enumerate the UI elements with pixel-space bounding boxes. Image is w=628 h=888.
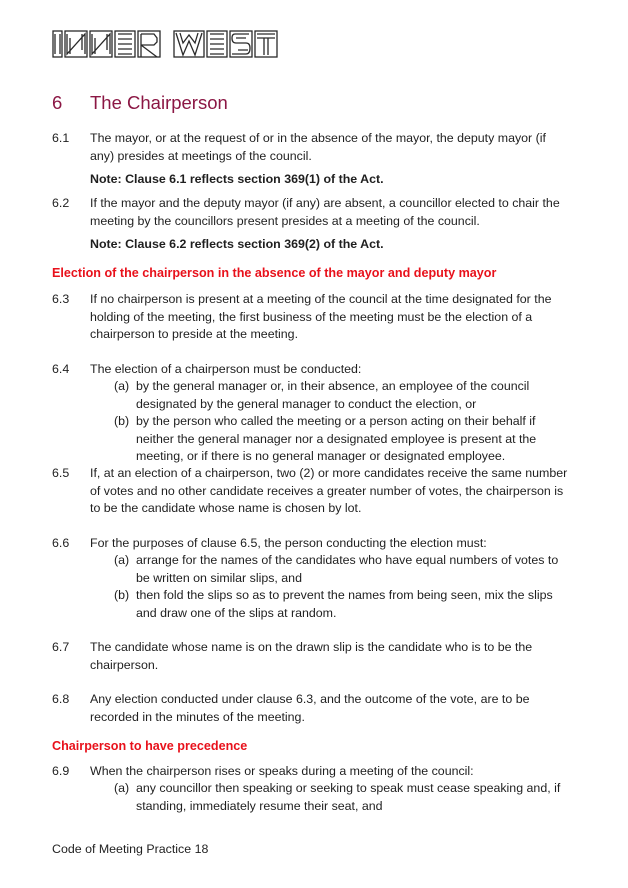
clause-text: Any election conducted under clause 6.3, and the outcome of the vote, are to be recorded in the minutes of the meeting.: [90, 692, 530, 724]
clause-text: When the chairperson rises or speaks during a meeting of the council:: [90, 764, 474, 778]
section-number: 6: [52, 92, 63, 113]
section-title: [52, 92, 228, 114]
clause-number: 6.8: [52, 692, 70, 706]
clause-text: For the purposes of clause 6.5, the person conducting the election must:: [90, 536, 487, 550]
clause-6-6-item-b: [114, 587, 572, 622]
clause-6-2-note: Note: Clause 6.2 reflects section 369(2) of the Act.: [90, 237, 384, 251]
clause-number: 6.3: [52, 292, 70, 306]
item-text: then fold the slips so as to prevent the names from being seen, mix the slips and draw one of the slips at random.: [136, 588, 553, 620]
clause-6-3: [52, 291, 572, 344]
item-label: (b): [114, 414, 130, 428]
clause-6-9: [52, 763, 572, 781]
section-title-text: The Chairperson: [90, 92, 228, 113]
clause-text: If no chairperson is present at a meeting of the council at the time designated for the holding of the meeting, the first business of the meeting must be the election of a chairperson to preside at the meeting.: [90, 292, 552, 341]
clause-number: 6.5: [52, 466, 70, 480]
clause-6-2: [52, 195, 572, 230]
inner-west-logo: [52, 28, 292, 60]
item-text: arrange for the names of the candidates who have equal numbers of votes to be written on similar slips, and: [136, 553, 559, 585]
item-label: (a): [114, 379, 130, 393]
clause-text: The mayor, or at the request of or in the absence of the mayor, the deputy mayor (if any) presides at meetings of the council.: [90, 131, 546, 163]
clause-6-4-item-b: [114, 413, 572, 466]
clause-6-6: [52, 535, 572, 553]
clause-6-6-item-a: [114, 552, 572, 587]
clause-6-4: [52, 361, 572, 379]
clause-6-4-item-a: [114, 378, 572, 413]
clause-number: 6.1: [52, 131, 70, 145]
clause-number: 6.9: [52, 764, 70, 778]
item-text: by the person who called the meeting or a person acting on their behalf if neither the general manager nor a designated employee is present at the meeting, or if there is no general manager or designated employee.: [136, 414, 537, 463]
clause-6-8: [52, 691, 572, 726]
clause-number: 6.6: [52, 536, 70, 550]
clause-text: If, at an election of a chairperson, two (2) or more candidates receive the same number of votes and no other candidate receives a greater number of votes, the chairperson is to be the candidate whose name is chosen by lot.: [90, 466, 568, 515]
clause-number: 6.4: [52, 362, 70, 376]
clause-6-1: [52, 130, 572, 165]
clause-6-9-item-a: [114, 780, 572, 815]
subheading-chairperson-precedence: Chairperson to have precedence: [52, 739, 248, 753]
clause-6-7: [52, 639, 572, 674]
item-text: any councillor then speaking or seeking to speak must cease speaking and, if standing, immediately resume their seat, and: [136, 781, 561, 813]
subheading-election-of-chairperson: Election of the chairperson in the absence of the mayor and deputy mayor: [52, 266, 497, 280]
clause-text: The candidate whose name is on the drawn slip is the candidate who is to be the chairperson.: [90, 640, 533, 672]
item-text: by the general manager or, in their absence, an employee of the council designated by the general manager to conduct the election, or: [136, 379, 530, 411]
clause-text: The election of a chairperson must be conducted:: [90, 362, 362, 376]
item-label: (a): [114, 781, 130, 795]
clause-6-5: [52, 465, 572, 518]
clause-number: 6.2: [52, 196, 70, 210]
clause-number: 6.7: [52, 640, 70, 654]
page-footer: Code of Meeting Practice 18: [52, 842, 209, 856]
clause-6-1-note: Note: Clause 6.1 reflects section 369(1) of the Act.: [90, 172, 384, 186]
item-label: (b): [114, 588, 130, 602]
item-label: (a): [114, 553, 130, 567]
clause-text: If the mayor and the deputy mayor (if any) are absent, a councillor elected to chair the meeting by the councillors present presides at a meeting of the council.: [90, 196, 560, 228]
